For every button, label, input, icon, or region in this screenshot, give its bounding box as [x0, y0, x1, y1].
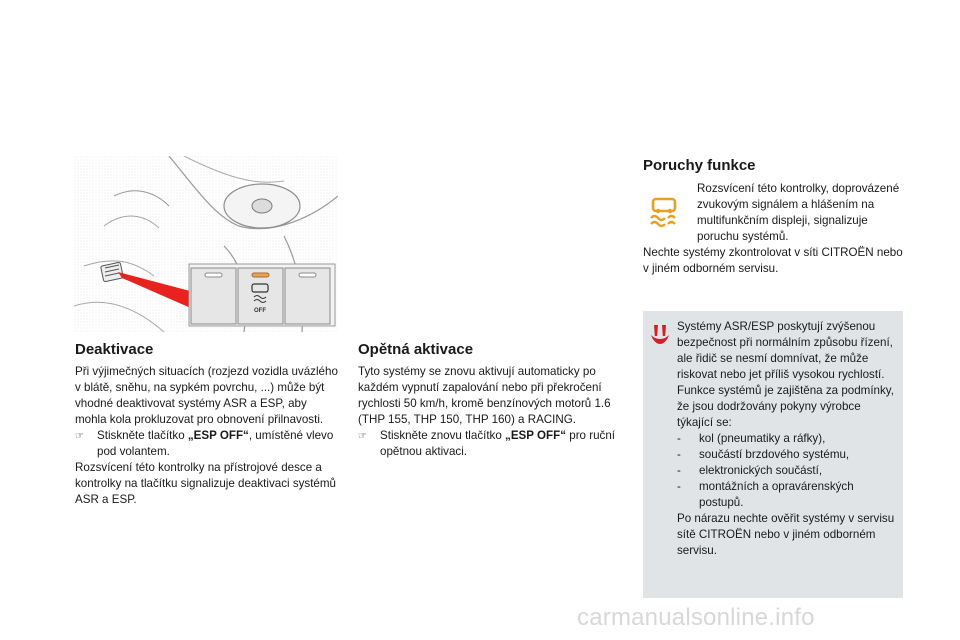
- list-item: - součástí brzdového systému,: [677, 448, 850, 461]
- list-item: - elektronických součástí,: [677, 464, 823, 477]
- hand-pointer-icon: ☞: [358, 431, 367, 442]
- warning-paragraph-1: Systémy ASR/ESP poskytují zvýšenou bezpečnost při normálním způsobu řízení, ale řidič se nesmí domnívat, že může riskovat nebo jet příliš vysokou rychlostí.: [677, 320, 893, 381]
- poruchy-heading: Poruchy funkce: [643, 157, 756, 174]
- warning-paragraph-2: Funkce systémů je zajištěna za podmínky, že jsou dodržovány pokyny výrobce týkající se:: [677, 384, 894, 429]
- exclamation-warning-icon: [649, 323, 671, 345]
- warning-box: [643, 311, 903, 598]
- dash-button-cluster: [101, 262, 124, 282]
- deaktivace-paragraph-2: Rozsvícení této kontrolky na přístrojové desce a kontrolky na tlačítku signalizuje deaktivaci systémů ASR a ESP.: [75, 461, 336, 506]
- skid-warning-lamp-icon: [644, 192, 684, 232]
- deaktivace-bullet-text: Stiskněte tlačítko „ESP OFF“, umístěné vlevo pod volantem.: [97, 429, 334, 458]
- aktivace-body: [358, 364, 623, 460]
- deaktivace-body: [75, 364, 340, 508]
- deaktivace-bullet: [75, 428, 340, 460]
- deaktivace-paragraph-1: Při výjimečných situacích (rozjezd vozidla uvázlého v blátě, sněhu, na sypkém povrchu, ...) může být vhodné deaktivovat systémy ASR a ESP, aby mohla kola prokluzovat pro obnovení přilnavosti.: [75, 365, 338, 426]
- poruchy-paragraph: Nechte systémy zkontrolovat v síti CITROËN nebo v jiném odborném servisu.: [643, 246, 903, 275]
- hand-pointer-icon: ☞: [75, 431, 84, 442]
- warning-paragraph-3: Po nárazu nechte ověřit systémy v servisu sítě CITROËN nebo v jiném odborném servisu.: [677, 512, 895, 557]
- aktivace-paragraph-1: Tyto systémy se znovu aktivují automaticky po každém vypnutí zapalování nebo při překročení rychlosti 50 km/h, kromě benzínových motorů 1.6 (THP 155, THP 150, THP 160) a RACING.: [358, 365, 611, 426]
- dashboard-drawing: [74, 156, 338, 332]
- deaktivace-heading: Deaktivace: [75, 341, 154, 358]
- poruchy-lamp-text: Rozsvícení této kontrolky, doprovázené zvukovým signálem a hlášením na multifunkčním displeji, signalizuje poruchu systémů.: [697, 182, 900, 243]
- footer-watermark: carmanualsonline.info: [577, 604, 815, 631]
- list-item: - montážních a opravárenských postupů.: [677, 480, 854, 509]
- zoomed-button-panel: [189, 264, 335, 326]
- esp-off-label: OFF: [254, 308, 266, 314]
- list-item: - kol (pneumatiky a ráfky),: [677, 432, 826, 445]
- aktivace-bullet: [358, 428, 623, 460]
- esp-off-illustration: [74, 156, 338, 332]
- aktivace-bullet-text: Stiskněte znovu tlačítko „ESP OFF“ pro ruční opětnou aktivaci.: [380, 429, 616, 458]
- aktivace-heading: Opětná aktivace: [358, 341, 474, 358]
- warning-text: [677, 319, 899, 559]
